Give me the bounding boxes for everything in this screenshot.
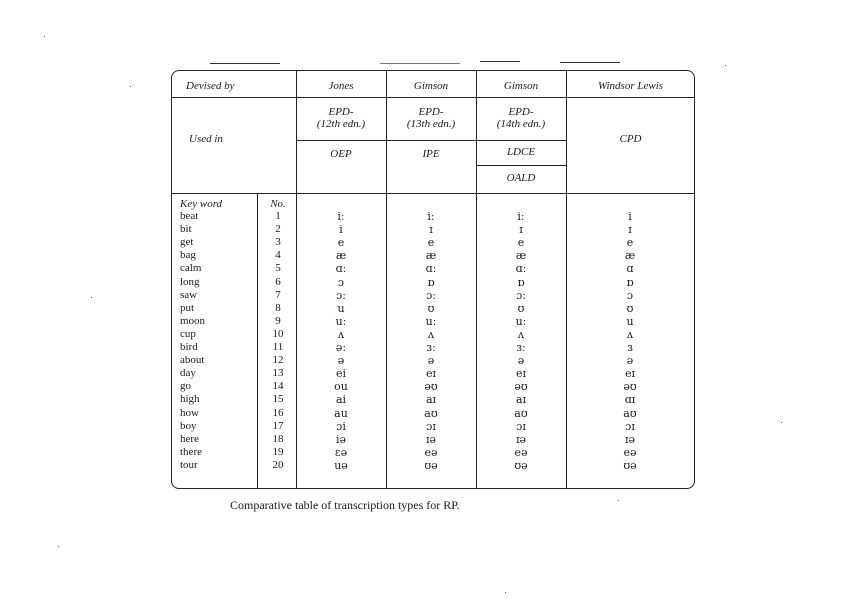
keyword-cell: how: [180, 406, 199, 419]
symbol-cell-gimson13: ɜː: [426, 341, 436, 354]
keyword-cell: beat: [180, 210, 199, 222]
symbol-cell-jones: uə: [334, 458, 348, 472]
used-in-gimson-14-ldce: LDCE: [506, 146, 536, 158]
keyword-cell: long: [180, 275, 200, 288]
symbol-cell-lewis: ɪə: [624, 432, 636, 446]
number-cell: 7: [275, 288, 281, 301]
used-in-windsor-lewis: CPD: [619, 133, 642, 145]
number-cell: 19: [272, 445, 284, 458]
number-cell: 17: [272, 419, 284, 432]
scan-artifact-line: [210, 63, 280, 64]
keyword-cell: bag: [180, 249, 196, 262]
keyword-cell: put: [180, 301, 195, 314]
number-cell: 16: [272, 406, 284, 419]
symbol-cell-lewis: i: [628, 210, 632, 223]
number-cell: 8: [275, 301, 281, 314]
symbol-cell-jones: uː: [335, 314, 347, 328]
keyword-column-label: Key word: [180, 198, 223, 210]
symbol-cell-gimson13: ʌ: [427, 327, 435, 341]
symbol-cell-gimson14: iː: [517, 210, 525, 223]
symbol-cell-gimson13: ɒ: [427, 275, 435, 289]
number-cell: 12: [272, 354, 284, 367]
symbol-cell-gimson13: ʊə: [424, 458, 438, 472]
number-cell: 11: [272, 341, 284, 353]
keyword-cell: high: [180, 393, 200, 406]
symbol-cell-jones: e: [337, 236, 345, 250]
symbol-cell-lewis: ɔɪ: [625, 419, 635, 433]
symbol-cell-gimson13: iː: [427, 210, 435, 223]
symbol-cell-jones: əː: [335, 341, 347, 354]
column-divider: [296, 70, 297, 489]
symbol-cell-lewis: ʊ: [626, 301, 634, 315]
symbol-cell-jones: ai: [335, 393, 347, 407]
table-caption: Comparative table of transcription types for RP.: [230, 498, 460, 512]
keyword-cell: go: [180, 380, 191, 393]
symbol-cell-jones: æ: [335, 249, 347, 263]
keyword-cell: tour: [180, 458, 198, 471]
keyword-cell: here: [180, 432, 199, 445]
symbol-cell-gimson13: æ: [425, 249, 437, 263]
symbol-cell-gimson13: ɔː: [426, 288, 436, 302]
number-cell: 15: [272, 393, 284, 406]
number-cell: 14: [272, 380, 284, 393]
symbol-cell-gimson14: uː: [515, 314, 527, 328]
symbol-cell-gimson13: e: [427, 236, 435, 250]
devised-by-jones: Jones: [328, 80, 354, 92]
symbol-cell-lewis: æ: [624, 249, 636, 263]
symbol-cell-gimson14: ʊ: [517, 301, 525, 315]
symbol-cell-lewis: ɑɪ: [624, 393, 636, 407]
symbol-cell-gimson14: ʊə: [514, 458, 528, 472]
symbol-cell-lewis: ʊə: [623, 458, 637, 472]
used-in-gimson-13: IPE: [422, 148, 440, 160]
used-in-label: Used in: [189, 133, 223, 145]
symbol-cell-lewis: ə: [626, 354, 634, 368]
symbol-cell-lewis: ɪ: [628, 223, 632, 237]
edition-jones: [296, 106, 386, 130]
keyword-cell: bit: [180, 223, 192, 236]
number-cell: 20: [272, 458, 284, 471]
ldce-rule: [476, 165, 566, 166]
symbol-cell-gimson13: uː: [425, 314, 437, 328]
symbol-cell-gimson13: ɪ: [429, 223, 433, 237]
scan-artifact-line: [480, 61, 520, 62]
symbol-cell-gimson13: ʊ: [427, 301, 435, 315]
body-rule: [171, 193, 695, 194]
symbol-cell-jones: ou: [334, 380, 348, 394]
scan-speck: [618, 500, 619, 501]
edition-name: EPD-: [508, 106, 534, 118]
keyword-cell: get: [180, 236, 194, 249]
symbol-cell-gimson14: æ: [515, 249, 527, 263]
symbol-cell-gimson13: ə: [427, 354, 435, 368]
scan-speck: [505, 592, 506, 593]
keyword-cell: day: [180, 367, 196, 380]
edition-gimson-13: [386, 106, 476, 130]
header-rule: [171, 97, 695, 98]
number-cell: 2: [275, 223, 281, 236]
number-column-label: No.: [270, 198, 286, 210]
symbol-cell-gimson13: ɪə: [425, 432, 437, 446]
keyword-cell: moon: [180, 314, 206, 327]
symbol-cell-gimson14: ɔː: [516, 288, 526, 302]
symbol-cell-jones: i: [339, 223, 343, 237]
number-cell: 4: [275, 249, 281, 262]
symbol-cell-lewis: əʊ: [623, 380, 637, 394]
symbol-cell-jones: ei: [335, 367, 347, 381]
symbol-cell-gimson14: aɪ: [515, 393, 527, 407]
edition-number: (13th edn.): [406, 118, 456, 130]
symbol-cell-gimson13: ɑː: [425, 262, 437, 276]
symbol-cell-gimson14: ɔɪ: [516, 419, 526, 433]
scan-artifact-line: [560, 62, 620, 63]
number-cell: 13: [272, 367, 284, 380]
edition-number: (14th edn.): [496, 118, 546, 130]
devised-by-gimson-14: Gimson: [503, 80, 539, 92]
devised-by-label: Devised by: [186, 80, 235, 92]
column-divider: [476, 70, 477, 489]
scan-speck: [725, 65, 726, 66]
symbol-cell-lewis: e: [626, 236, 634, 250]
symbol-cell-gimson14: ɜː: [516, 341, 526, 354]
scan-speck: [58, 546, 59, 547]
symbol-cell-lewis: eə: [623, 445, 637, 459]
symbol-cell-gimson13: eə: [424, 445, 438, 459]
symbol-cell-gimson13: aɪ: [425, 393, 437, 407]
symbol-cell-jones: ɔi: [336, 419, 346, 433]
edition-name: EPD-: [328, 106, 354, 118]
symbol-cell-lewis: ɑ: [626, 262, 634, 276]
number-cell: 10: [272, 327, 284, 340]
symbol-cell-gimson14: aʊ: [514, 406, 528, 420]
symbol-cell-lewis: ɜ: [627, 341, 633, 354]
keyword-cell: there: [180, 445, 202, 458]
symbol-cell-gimson13: ɔɪ: [426, 419, 436, 433]
keyword-cell: about: [180, 354, 205, 367]
symbol-cell-gimson14: ɒ: [517, 275, 525, 289]
symbol-cell-lewis: aʊ: [623, 406, 637, 420]
devised-by-windsor-lewis: Windsor Lewis: [597, 80, 664, 92]
keyword-cell: boy: [180, 419, 197, 432]
symbol-cell-jones: ɑː: [335, 262, 347, 276]
number-cell: 9: [275, 314, 281, 327]
symbol-cell-lewis: ʌ: [626, 327, 634, 341]
scan-artifact-line: [380, 63, 460, 64]
symbol-cell-gimson14: əʊ: [514, 380, 528, 394]
used-in-gimson-14-oald: OALD: [506, 172, 536, 184]
symbol-cell-jones: u: [337, 301, 345, 315]
keyword-cell: cup: [180, 327, 196, 340]
symbol-cell-lewis: u: [626, 314, 634, 328]
keyword-cell: bird: [180, 341, 198, 353]
number-cell: 1: [275, 210, 281, 222]
number-cell: 6: [275, 275, 281, 288]
edition-gimson-14: [476, 106, 566, 130]
keyword-cell: saw: [180, 288, 198, 301]
symbol-cell-gimson14: e: [517, 236, 525, 250]
scan-speck: [130, 86, 131, 87]
devised-by-gimson-13: Gimson: [413, 80, 449, 92]
symbol-cell-jones: ɔ: [337, 275, 345, 289]
symbol-cell-lewis: eɪ: [624, 367, 636, 381]
number-cell: 3: [275, 236, 281, 249]
edition-number: (12th edn.): [316, 118, 366, 130]
symbol-cell-jones: ʌ: [337, 327, 345, 341]
column-divider: [386, 70, 387, 489]
symbol-cell-jones: au: [334, 406, 348, 420]
edition-name: EPD-: [418, 106, 444, 118]
symbol-cell-jones: iː: [337, 210, 345, 223]
symbol-cell-lewis: ɒ: [626, 275, 634, 289]
symbol-cell-lewis: ɔ: [626, 288, 634, 302]
symbol-cell-gimson14: ə: [517, 354, 525, 368]
symbol-cell-gimson14: ʌ: [517, 327, 525, 341]
number-cell: 5: [275, 262, 281, 275]
symbol-cell-gimson14: ɪ: [519, 223, 523, 237]
edition-rule: [296, 140, 566, 141]
symbol-cell-gimson13: eɪ: [425, 367, 437, 381]
scan-speck: [44, 36, 45, 37]
keyword-cell: calm: [180, 262, 202, 275]
number-column-divider: [257, 193, 258, 489]
symbol-cell-gimson14: eɪ: [515, 367, 527, 381]
symbol-cell-gimson14: eə: [514, 445, 528, 459]
symbol-cell-gimson13: əʊ: [424, 380, 438, 394]
scan-speck: [781, 422, 782, 423]
symbol-cell-jones: ɛə: [334, 445, 348, 459]
symbol-cell-gimson14: ɑː: [515, 262, 527, 276]
number-cell: 18: [272, 432, 284, 445]
symbol-cell-gimson13: aʊ: [424, 406, 438, 420]
symbol-cell-jones: ɔː: [336, 288, 346, 302]
used-in-jones: OEP: [330, 148, 352, 160]
symbol-cell-gimson14: ɪə: [515, 432, 527, 446]
symbol-cell-jones: iə: [335, 432, 347, 446]
scan-speck: [91, 297, 92, 298]
symbol-cell-jones: ə: [337, 354, 345, 368]
